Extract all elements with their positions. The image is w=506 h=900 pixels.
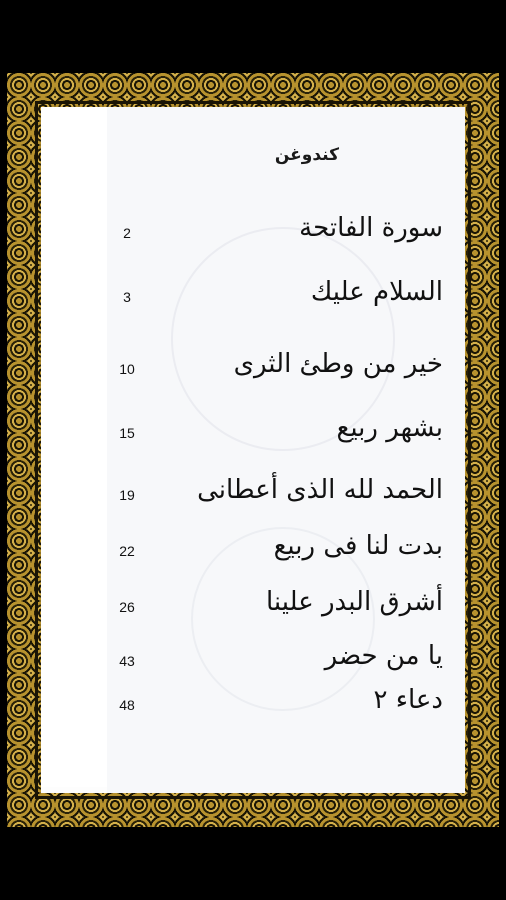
toc-page-number: 26	[119, 599, 135, 615]
toc-item[interactable]	[41, 413, 465, 453]
toc-page-number: 10	[119, 361, 135, 377]
toc-item[interactable]	[41, 531, 465, 571]
toc-page-number: 3	[123, 289, 131, 305]
toc-title: الحمد لله الذى أعطانى	[197, 475, 443, 505]
toc-title: يا من حضر	[324, 641, 443, 671]
toc-page-number: 48	[119, 697, 135, 713]
toc-title: دعاء ٢	[373, 685, 443, 715]
toc-title: خير من وطئ الثرى	[233, 349, 443, 379]
toc-item[interactable]	[41, 587, 465, 627]
toc-page-number: 2	[123, 225, 131, 241]
toc-page-number: 15	[119, 425, 135, 441]
toc-item[interactable]	[41, 641, 465, 681]
toc-title: سورة الفاتحة	[299, 213, 443, 243]
toc-item[interactable]	[41, 213, 465, 253]
page-title: كندوغن	[274, 145, 339, 165]
toc-item[interactable]	[41, 349, 465, 389]
toc-item[interactable]	[41, 277, 465, 317]
book-page	[41, 107, 465, 793]
toc-title: بدت لنا فى ربيع	[273, 531, 443, 561]
toc-title: السلام عليك	[310, 277, 443, 307]
ornamental-frame	[4, 70, 502, 830]
toc-page-number: 19	[119, 487, 135, 503]
toc-page-number: 43	[119, 653, 135, 669]
toc-title: بشهر ربيع	[336, 413, 443, 443]
toc-title: أشرق البدر علينا	[266, 587, 443, 617]
toc-item[interactable]	[41, 685, 465, 725]
toc-item[interactable]	[41, 475, 465, 515]
toc-page-number: 22	[119, 543, 135, 559]
